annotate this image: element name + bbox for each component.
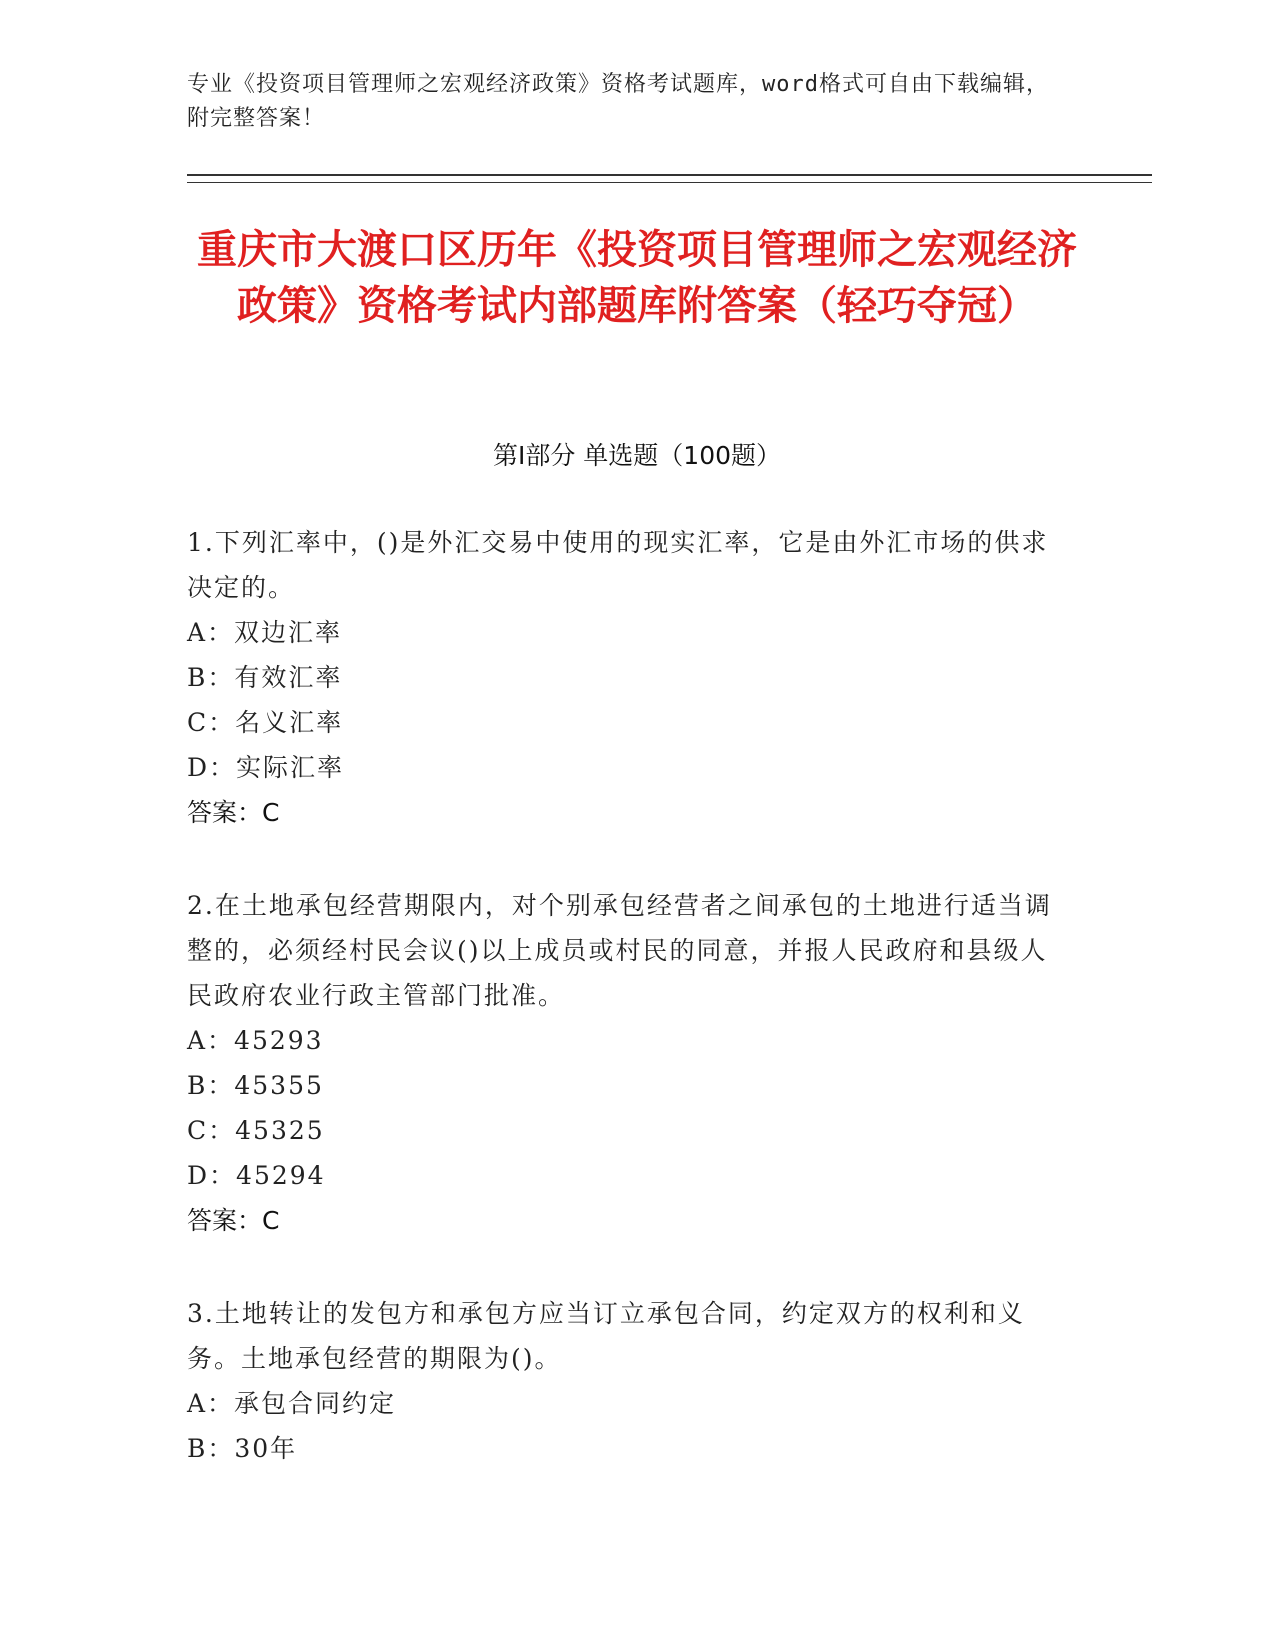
option-a: A：双边汇率 bbox=[187, 618, 343, 647]
answer-line: 答案：C bbox=[187, 1206, 280, 1235]
question-stem: 1.下列汇率中，()是外汇交易中使用的现实汇率，它是由外汇市场的供求决定的。 bbox=[187, 528, 1049, 602]
question-list bbox=[187, 520, 1067, 1519]
header-note: 专业《投资项目管理师之宏观经济政策》资格考试题库，word格式可自由下载编辑，附完整答案！ bbox=[187, 72, 1049, 131]
question-stem: 3.土地转让的发包方和承包方应当订立承包合同，约定双方的权利和义务。土地承包经营的期限为()。 bbox=[187, 1299, 1025, 1373]
answer-line: 答案：C bbox=[187, 798, 280, 827]
question-item bbox=[187, 520, 1067, 835]
header-divider bbox=[187, 174, 1152, 176]
option-d: D：实际汇率 bbox=[187, 753, 345, 782]
section-title: 第Ⅰ部分 单选题（100题） bbox=[492, 441, 782, 470]
question-stem: 2.在土地承包经营期限内，对个别承包经营者之间承包的土地进行适当调整的，必须经村民会议()以上成员或村民的同意，并报人民政府和县级人民政府农业行政主管部门批准。 bbox=[187, 891, 1052, 1010]
option-b: B：30年 bbox=[187, 1434, 298, 1463]
option-c: C：名义汇率 bbox=[187, 708, 344, 737]
header-divider-thin bbox=[187, 182, 1152, 183]
option-a: A：承包合同约定 bbox=[187, 1389, 397, 1418]
option-b: B：45355 bbox=[187, 1071, 324, 1100]
option-c: C：45325 bbox=[187, 1116, 325, 1145]
option-b: B：有效汇率 bbox=[187, 663, 343, 692]
document-title: 重庆市大渡口区历年《投资项目管理师之宏观经济政策》资格考试内部题库附答案（轻巧夺冠） bbox=[197, 227, 1077, 329]
option-d: D：45294 bbox=[187, 1161, 326, 1190]
question-item bbox=[187, 883, 1067, 1243]
option-a: A：45293 bbox=[187, 1026, 324, 1055]
question-item bbox=[187, 1291, 1067, 1471]
